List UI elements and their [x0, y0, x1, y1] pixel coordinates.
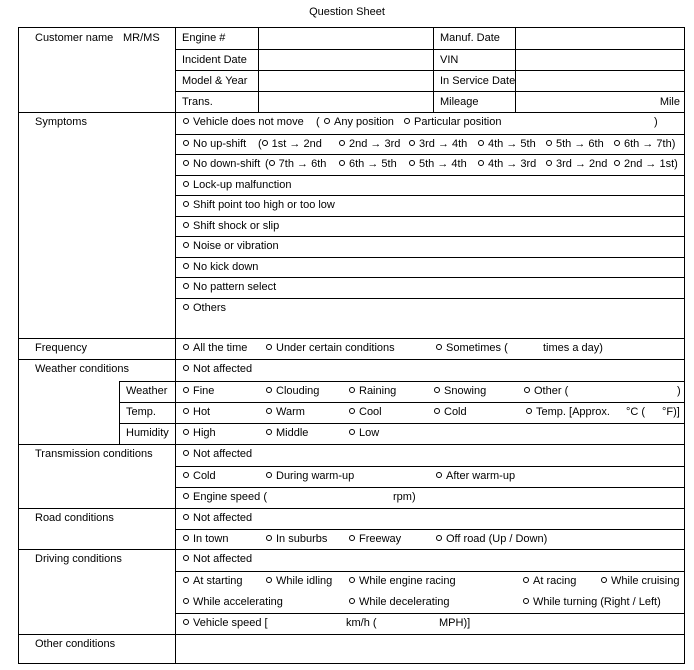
checkbox-option[interactable]: Off road (Up / Down) — [436, 533, 547, 546]
in-service-date-field[interactable] — [515, 70, 684, 91]
customer-name-label: Customer name — [35, 32, 114, 44]
option-row — [176, 216, 684, 237]
section-label: Driving conditions — [35, 552, 122, 565]
checkbox-option[interactable]: 5th → 4th — [409, 158, 467, 171]
circle-checkbox-icon — [526, 408, 532, 414]
circle-checkbox-icon — [436, 472, 442, 478]
checkbox-option[interactable]: While decelerating — [349, 596, 450, 609]
circle-checkbox-icon — [523, 598, 529, 604]
circle-checkbox-icon — [404, 118, 410, 124]
circle-checkbox-icon — [523, 577, 529, 583]
circle-checkbox-icon — [183, 429, 189, 435]
circle-checkbox-icon — [266, 535, 272, 541]
checkbox-option[interactable]: Noise or vibration — [183, 240, 279, 253]
circle-checkbox-icon — [183, 387, 189, 393]
checkbox-option[interactable]: No kick down — [183, 261, 258, 274]
circle-checkbox-icon — [478, 140, 484, 146]
checkbox-option[interactable]: 2nd → 3rd — [339, 138, 400, 151]
checkbox-option[interactable]: No pattern select — [183, 281, 276, 294]
checkbox-option[interactable]: Sometimes ( — [436, 342, 508, 355]
option-row — [176, 360, 684, 381]
sub-label-temp-: Temp. — [119, 402, 175, 423]
checkbox-option[interactable]: Middle — [266, 427, 308, 440]
circle-checkbox-icon — [183, 577, 189, 583]
checkbox-option[interactable]: Others — [183, 302, 226, 315]
circle-checkbox-icon — [183, 472, 189, 478]
checkbox-option[interactable]: Cold — [434, 406, 467, 419]
section-label-cell — [19, 113, 175, 338]
checkbox-option[interactable]: ( 1st → 2nd — [258, 137, 322, 150]
option-text: °C ( — [626, 405, 646, 418]
engine-number-field[interactable] — [258, 28, 433, 49]
circle-checkbox-icon — [434, 408, 440, 414]
circle-checkbox-icon — [183, 222, 189, 228]
section-content — [175, 445, 684, 508]
checkbox-option[interactable]: While engine racing — [349, 575, 456, 588]
circle-checkbox-icon — [183, 242, 189, 248]
option-row — [176, 113, 684, 134]
checkbox-option[interactable]: 3rd → 2nd — [546, 158, 607, 171]
page-title: Question Sheet — [309, 6, 385, 18]
option-row — [176, 277, 684, 298]
option-row — [176, 635, 684, 663]
option-row — [176, 339, 684, 359]
circle-checkbox-icon — [183, 598, 189, 604]
option-row — [176, 529, 684, 549]
option-row — [176, 466, 684, 487]
circle-checkbox-icon — [546, 160, 552, 166]
checkbox-option[interactable]: Shift shock or slip — [183, 220, 279, 233]
option-row — [176, 298, 684, 338]
section-label: Frequency — [35, 341, 87, 354]
circle-checkbox-icon — [183, 304, 189, 310]
option-row — [176, 509, 684, 529]
circle-checkbox-icon — [409, 160, 415, 166]
checkbox-option[interactable]: Clouding — [266, 385, 319, 398]
circle-checkbox-icon — [601, 577, 607, 583]
sub-label-humidity: Humidity — [119, 423, 175, 444]
section-label-cell — [19, 360, 175, 444]
checkbox-option[interactable]: High — [183, 427, 216, 440]
circle-checkbox-icon — [266, 577, 272, 583]
checkbox-option[interactable]: Snowing — [434, 385, 486, 398]
checkbox-option[interactable]: At starting — [183, 575, 243, 588]
circle-checkbox-icon — [183, 160, 189, 166]
option-text: ) — [654, 116, 658, 128]
checkbox-option[interactable]: 6th → 5th — [339, 158, 397, 171]
circle-checkbox-icon — [183, 118, 189, 124]
checkbox-option[interactable]: In suburbs — [266, 533, 327, 546]
checkbox-option[interactable]: Any position — [324, 116, 394, 129]
section-label: Transmission conditions — [35, 447, 153, 460]
checkbox-option[interactable]: Freeway — [349, 533, 401, 546]
checkbox-option[interactable]: During warm-up — [266, 470, 354, 483]
section-label: Other conditions — [35, 637, 116, 650]
engine-number-label: Engine # — [175, 28, 258, 49]
checkbox-option[interactable]: While accelerating — [183, 596, 283, 609]
circle-checkbox-icon — [546, 140, 552, 146]
incident-date-field[interactable] — [258, 49, 433, 70]
circle-checkbox-icon — [266, 429, 272, 435]
checkbox-option[interactable]: ( 7th → 6th — [265, 158, 327, 170]
vehicle-info-grid — [19, 28, 684, 112]
manuf-date-label: Manuf. Date — [433, 28, 515, 49]
circle-checkbox-icon — [339, 160, 345, 166]
section-driving-conditions — [19, 549, 684, 634]
section-content — [175, 339, 684, 359]
circle-checkbox-icon — [183, 283, 189, 289]
circle-checkbox-icon — [183, 365, 189, 371]
model-year-label: Model & Year — [175, 70, 258, 91]
section-label: Road conditions — [35, 511, 114, 524]
option-row — [176, 195, 684, 216]
sub-label-weather: Weather — [119, 381, 175, 402]
circle-checkbox-icon — [183, 181, 189, 187]
checkbox-option[interactable]: No down-shift — [183, 158, 260, 171]
circle-checkbox-icon — [183, 450, 189, 456]
circle-checkbox-icon — [262, 140, 268, 146]
option-text: km/h ( — [346, 616, 377, 629]
mileage-label: Mileage — [433, 91, 515, 112]
vin-label: VIN — [433, 49, 515, 70]
circle-checkbox-icon — [614, 140, 620, 146]
circle-checkbox-icon — [349, 535, 355, 541]
option-row — [176, 613, 684, 634]
honorific-label: MR/MS — [123, 32, 160, 44]
checkbox-option[interactable]: Under certain conditions — [266, 342, 395, 355]
circle-checkbox-icon — [409, 140, 415, 146]
option-row — [176, 257, 684, 278]
circle-checkbox-icon — [183, 263, 189, 269]
section-content — [175, 550, 684, 634]
checkbox-option[interactable]: All the time — [183, 342, 247, 355]
section-other-conditions — [19, 634, 684, 663]
checkbox-option[interactable]: While idling — [266, 575, 332, 588]
circle-checkbox-icon — [183, 140, 189, 146]
circle-checkbox-icon — [436, 344, 442, 350]
section-road-conditions — [19, 508, 684, 549]
checkbox-option[interactable]: While turning (Right / Left) — [523, 596, 661, 609]
section-content — [175, 360, 684, 444]
customer-name-cell — [19, 28, 175, 112]
checkbox-option[interactable]: Particular position — [404, 116, 501, 129]
circle-checkbox-icon — [349, 577, 355, 583]
checkbox-option[interactable]: Temp. [Approx. — [526, 406, 610, 419]
mileage-field[interactable]: Mile — [515, 91, 684, 112]
option-row — [176, 487, 684, 508]
circle-checkbox-icon — [266, 344, 272, 350]
in-service-date-label: In Service Date — [433, 70, 515, 91]
circle-checkbox-icon — [183, 514, 189, 520]
trans-field[interactable] — [258, 91, 433, 112]
section-label-cell — [19, 339, 175, 359]
model-year-field[interactable] — [258, 70, 433, 91]
checkbox-option[interactable]: Not affected — [183, 512, 252, 525]
circle-checkbox-icon — [349, 429, 355, 435]
option-row — [176, 175, 684, 196]
trans-label: Trans. — [175, 91, 258, 112]
checkbox-option[interactable]: Vehicle does not move — [183, 116, 304, 129]
section-transmission-conditions — [19, 444, 684, 508]
section-label: Symptoms — [35, 116, 87, 128]
circle-checkbox-icon — [324, 118, 330, 124]
section-symptoms — [19, 112, 684, 338]
checkbox-option[interactable]: Lock-up malfunction — [183, 179, 291, 192]
section-content — [175, 635, 684, 663]
checkbox-option[interactable]: Shift point too high or too low — [183, 199, 335, 212]
option-text: MPH)] — [439, 616, 471, 629]
circle-checkbox-icon — [266, 472, 272, 478]
checkbox-option[interactable]: Cool — [349, 406, 382, 419]
checkbox-option[interactable]: Fine — [183, 385, 214, 398]
option-row — [176, 571, 684, 613]
circle-checkbox-icon — [183, 201, 189, 207]
circle-checkbox-icon — [183, 619, 189, 625]
option-text: °F)] — [662, 405, 680, 418]
checkbox-option[interactable]: Low — [349, 427, 379, 440]
section-label-cell — [19, 635, 175, 663]
checkbox-option[interactable]: In town — [183, 533, 228, 546]
checkbox-option[interactable]: 3rd → 4th — [409, 138, 467, 151]
checkbox-option[interactable]: 6th → 7th) — [614, 138, 675, 151]
checkbox-option[interactable]: Not affected — [183, 448, 252, 461]
checkbox-option[interactable]: While cruising — [601, 575, 679, 588]
circle-checkbox-icon — [524, 387, 530, 393]
option-row — [176, 236, 684, 257]
section-content — [175, 113, 684, 338]
option-text: rpm) — [393, 490, 416, 503]
circle-checkbox-icon — [478, 160, 484, 166]
checkbox-option[interactable]: 5th → 6th — [546, 138, 604, 151]
form-sections — [19, 112, 684, 663]
section-weather-conditions — [19, 359, 684, 444]
circle-checkbox-icon — [183, 344, 189, 350]
section-label-cell — [19, 445, 175, 508]
checkbox-option[interactable]: Raining — [349, 385, 396, 398]
circle-checkbox-icon — [266, 408, 272, 414]
checkbox-option[interactable]: Cold — [183, 470, 216, 483]
circle-checkbox-icon — [434, 387, 440, 393]
section-label-cell — [19, 550, 175, 634]
circle-checkbox-icon — [349, 387, 355, 393]
manuf-date-field[interactable] — [515, 28, 684, 49]
circle-checkbox-icon — [349, 408, 355, 414]
option-row — [176, 402, 684, 423]
circle-checkbox-icon — [614, 160, 620, 166]
option-row — [176, 154, 684, 175]
option-row — [176, 381, 684, 402]
section-content — [175, 509, 684, 549]
checkbox-option[interactable]: Other ( — [524, 385, 568, 398]
section-label: Weather conditions — [35, 362, 129, 375]
circle-checkbox-icon — [269, 160, 275, 166]
checkbox-option[interactable]: Engine speed ( — [183, 491, 267, 504]
circle-checkbox-icon — [266, 387, 272, 393]
checkbox-option[interactable]: Not affected — [183, 553, 252, 566]
circle-checkbox-icon — [183, 555, 189, 561]
checkbox-option[interactable]: 4th → 3rd — [478, 158, 536, 171]
circle-checkbox-icon — [339, 140, 345, 146]
checkbox-option[interactable]: After warm-up — [436, 470, 515, 483]
section-frequency — [19, 338, 684, 359]
checkbox-option[interactable]: At racing — [523, 575, 576, 588]
incident-date-label: Incident Date — [175, 49, 258, 70]
checkbox-option[interactable]: No up-shift — [183, 138, 246, 151]
circle-checkbox-icon — [183, 535, 189, 541]
vin-field[interactable] — [515, 49, 684, 70]
checkbox-option[interactable]: 2nd → 1st) — [614, 158, 678, 171]
option-text: ( — [316, 116, 320, 128]
option-text: ) — [677, 384, 681, 397]
option-row — [176, 134, 684, 155]
option-row — [176, 445, 684, 466]
circle-checkbox-icon — [183, 493, 189, 499]
option-row — [176, 550, 684, 571]
question-sheet-table — [18, 27, 685, 664]
checkbox-option[interactable]: 4th → 5th — [478, 138, 536, 151]
checkbox-option[interactable]: Warm — [266, 406, 305, 419]
checkbox-option[interactable]: Vehicle speed [ — [183, 617, 268, 630]
checkbox-option[interactable]: Not affected — [183, 363, 252, 376]
section-label-cell — [19, 509, 175, 549]
circle-checkbox-icon — [436, 535, 442, 541]
option-text: times a day) — [543, 341, 603, 354]
circle-checkbox-icon — [183, 408, 189, 414]
checkbox-option[interactable]: Hot — [183, 406, 210, 419]
circle-checkbox-icon — [349, 598, 355, 604]
option-row — [176, 423, 684, 444]
